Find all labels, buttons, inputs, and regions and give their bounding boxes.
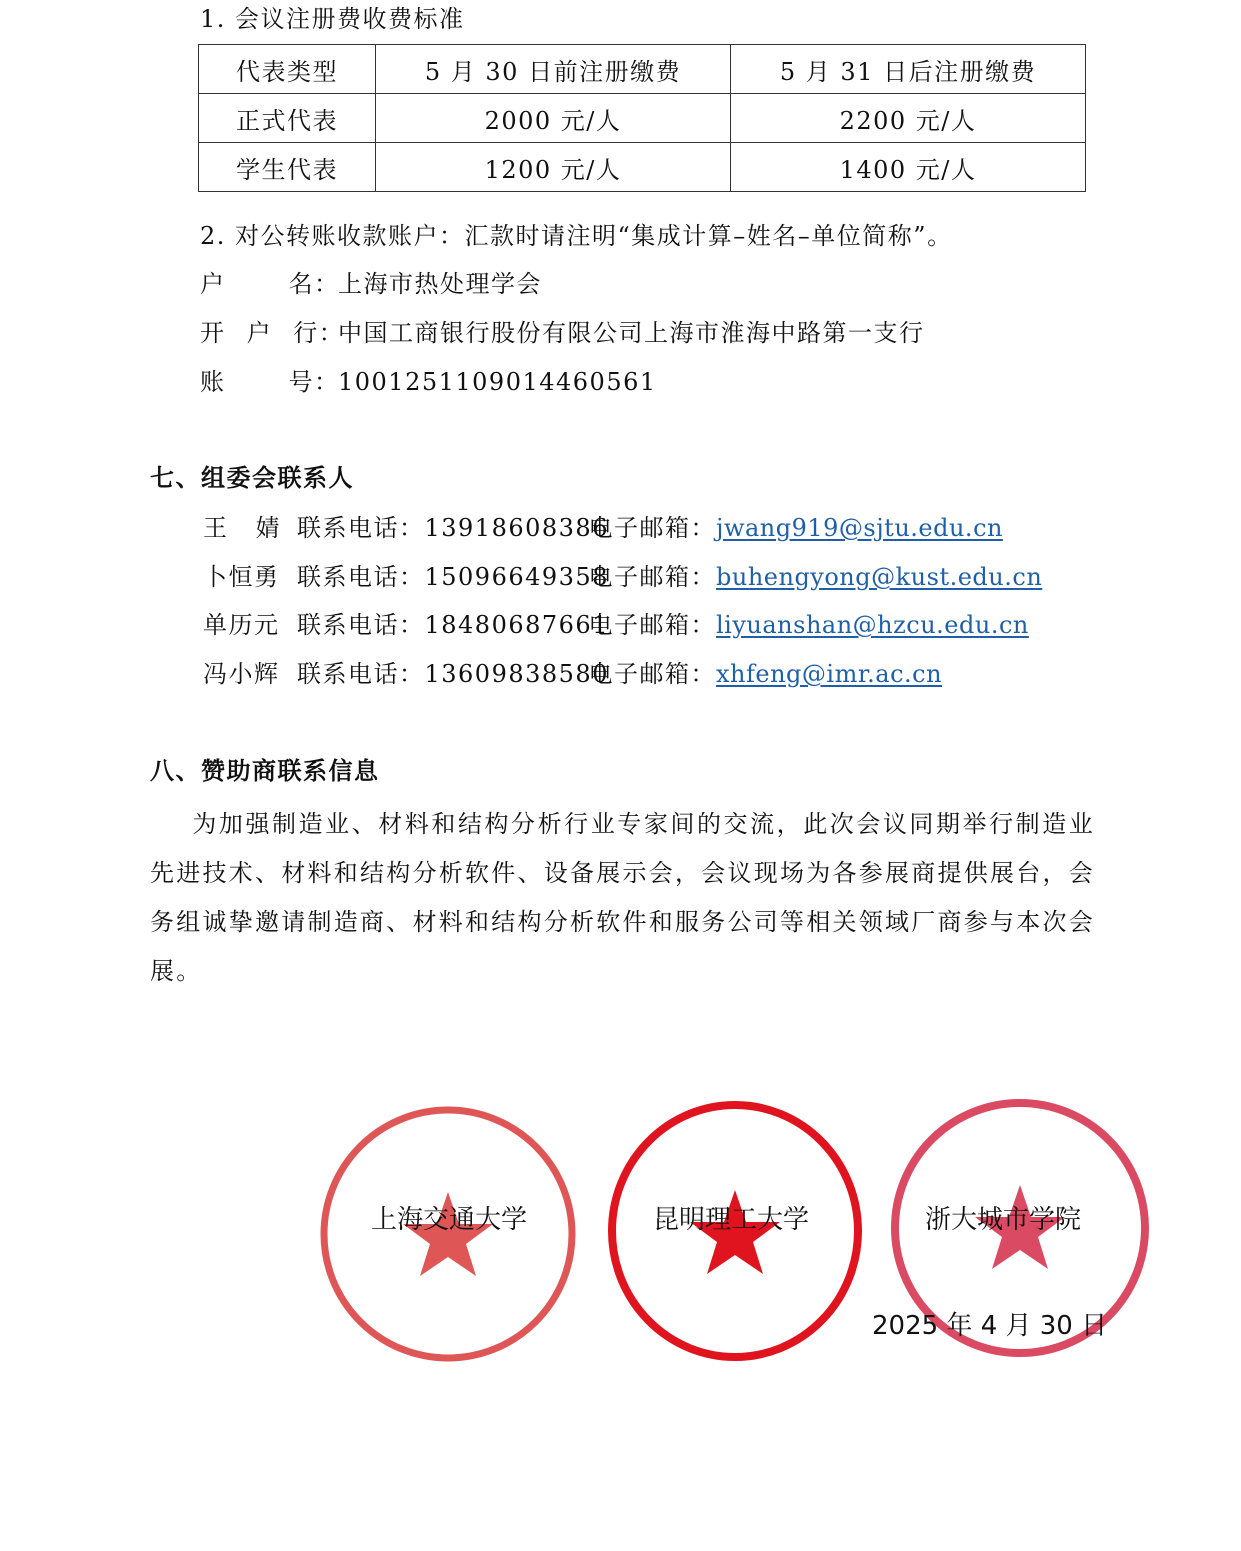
account-bank-label: 开 户 行： — [200, 319, 345, 347]
contact-name: 单历元 — [203, 611, 280, 639]
table-cell: 正式代表 — [199, 94, 376, 143]
account-name-label: 户 名： — [200, 270, 340, 298]
signature-date: 2025 年 4 月 30 日 — [872, 1311, 1108, 1341]
table-cell: 1400 元/人 — [731, 143, 1086, 192]
account-section-title: 2. 对公转账收款账户：汇款时请注明“集成计算–姓名–单位简称”。 — [200, 222, 953, 250]
contact-email-link[interactable]: xhfeng@imr.ac.cn — [716, 660, 943, 688]
contact-name: 冯小辉 — [203, 660, 280, 688]
signer-sjtu: 上海交通大学 — [371, 1205, 528, 1235]
sponsor-body-text: 为加强制造业、材料和结构分析行业专家间的交流，此次会议同期举行制造业先进技术、材料和结构分析软件、设备展示会，会议现场为各参展商提供展台，会务组诚挚邀请制造商、材料和结构分析软件和服务公司等相关领域厂商参与本次会展。 — [150, 810, 1095, 985]
email-label: 电子邮箱： — [588, 660, 716, 688]
account-number-row — [200, 367, 657, 397]
contact-row — [203, 610, 1029, 640]
contact-phone: 13609838580 — [424, 660, 609, 688]
contact-phone: 18480687661 — [424, 611, 609, 639]
table-row — [199, 94, 1086, 143]
table-row — [199, 143, 1086, 192]
table-header-cell: 代表类型 — [199, 45, 376, 94]
phone-label: 联系电话： — [297, 563, 425, 591]
contact-phone: 13918608386 — [424, 514, 609, 542]
account-name-value: 上海市热处理学会 — [338, 270, 542, 298]
account-name-row — [200, 269, 542, 299]
contact-name: 王 婧 — [203, 514, 282, 542]
table-header-cell: 5 月 31 日后注册缴费 — [731, 45, 1086, 94]
signer-hzcu: 浙大城市学院 — [925, 1205, 1082, 1235]
table-cell: 2200 元/人 — [731, 94, 1086, 143]
table-header-cell: 5 月 30 日前注册缴费 — [376, 45, 731, 94]
phone-label: 联系电话： — [297, 611, 425, 639]
table-cell: 1200 元/人 — [376, 143, 731, 192]
account-number-label: 账 号： — [200, 368, 340, 396]
email-label: 电子邮箱： — [588, 514, 716, 542]
contact-email-link[interactable]: liyuanshan@hzcu.edu.cn — [716, 611, 1029, 639]
sponsor-paragraph — [150, 800, 1095, 996]
contacts-section-title: 七、组委会联系人 — [150, 464, 354, 492]
contact-email-link[interactable]: jwang919@sjtu.edu.cn — [716, 514, 1003, 542]
account-bank-row — [200, 318, 925, 348]
contact-row — [203, 562, 1042, 592]
email-label: 电子邮箱： — [588, 611, 716, 639]
contact-row — [203, 659, 942, 689]
signer-kust: 昆明理工大学 — [653, 1205, 810, 1235]
email-label: 电子邮箱： — [588, 563, 716, 591]
table-cell: 学生代表 — [199, 143, 376, 192]
fee-table-header-row — [199, 45, 1086, 94]
sponsor-section-title: 八、赞助商联系信息 — [150, 757, 380, 785]
account-number-value: 1001251109014460561 — [338, 368, 657, 396]
table-cell: 2000 元/人 — [376, 94, 731, 143]
contact-row — [203, 513, 1003, 543]
phone-label: 联系电话： — [297, 514, 425, 542]
contact-phone: 15096649358 — [424, 563, 609, 591]
phone-label: 联系电话： — [297, 660, 425, 688]
fee-table — [198, 44, 1086, 192]
account-bank-value: 中国工商银行股份有限公司上海市淮海中路第一支行 — [338, 319, 925, 347]
contact-name: 卜恒勇 — [203, 563, 280, 591]
fee-section-title: 1. 会议注册费收费标准 — [200, 5, 465, 33]
contact-email-link[interactable]: buhengyong@kust.edu.cn — [716, 563, 1043, 591]
